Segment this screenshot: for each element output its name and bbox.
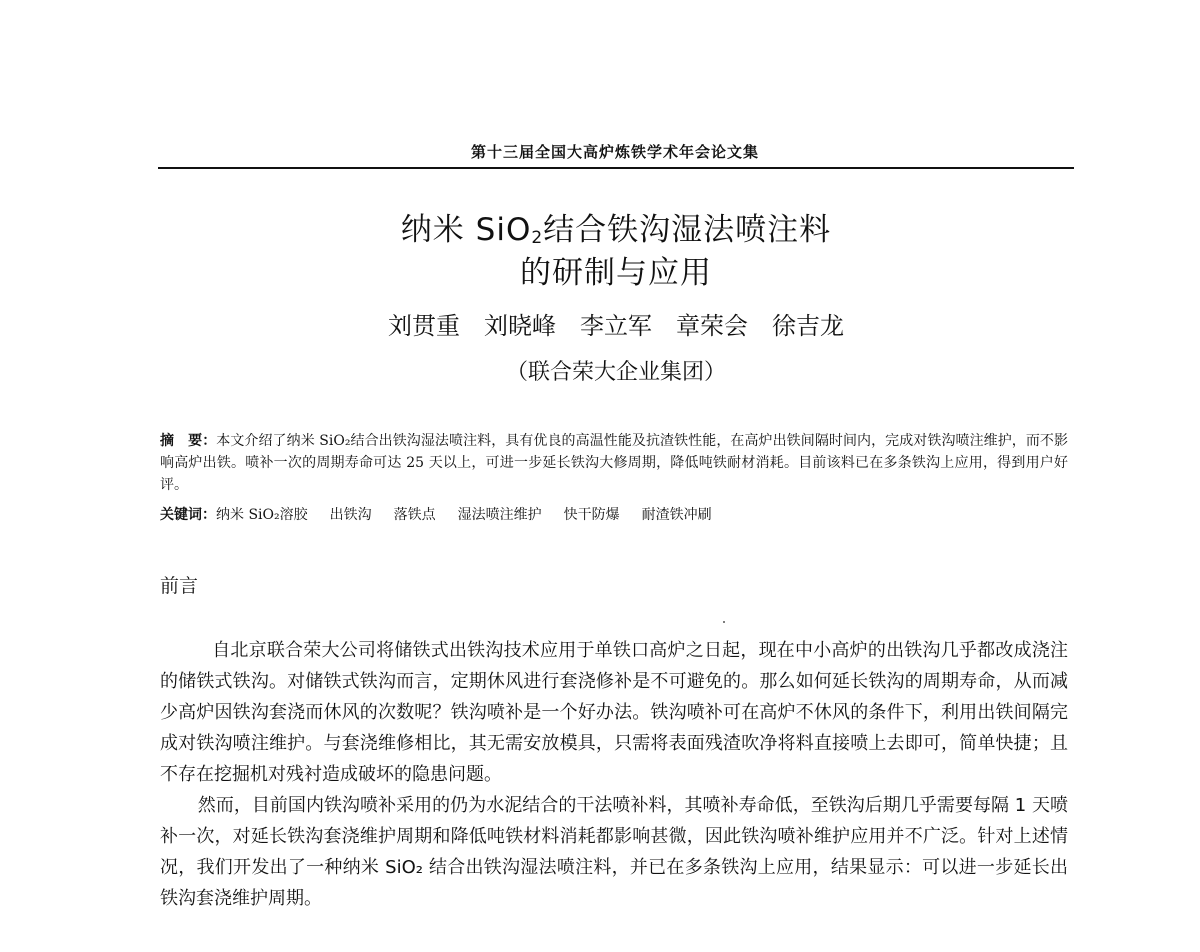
keywords-label: 关键词：: [160, 507, 216, 523]
paper-title-line-1: [158, 204, 1074, 249]
paragraph: 然而，目前国内铁沟喷补采用的仍为水泥结合的干法喷补料，其喷补寿命低，至铁沟后期几乎需要每隔 1 天喷补一次，对延长铁沟套浇维护周期和降低吨铁材料消耗都影响甚微，因此铁沟喷补维护应用并不广泛。针对上述情况，我们开发出了一种纳米 SiO₂ 结合出铁沟湿法喷注料，并已在多条铁沟上应用，结果显示：可以进一步延长出铁沟套浇维护周期。: [160, 795, 1068, 909]
author: 徐吉龙: [772, 312, 844, 340]
keyword: 落铁点: [393, 507, 436, 523]
keyword: 出铁沟: [329, 507, 372, 523]
paper-title-line-2: 的研制与应用: [520, 255, 712, 291]
paragraph: 自北京联合荣大公司将储铁式出铁沟技术应用于单铁口高炉之日起，现在中小高炉的出铁沟几乎都改成浇注的储铁式铁沟。对储铁式铁沟而言，定期休风进行套浇修补是不可避免的。那么如何延长铁沟的周期寿命，从而减少高炉因铁沟套浇而休风的次数呢？铁沟喷补是一个好办法。铁沟喷补可在高炉不休风的条件下，利用出铁间隔完成对铁沟喷注维护。与套浇维修相比，其无需安放模具，只需将表面残渣吹净将料直接喷上去即可，简单快捷；且不存在挖掘机对残衬造成破坏的隐患问题。: [160, 640, 1068, 785]
keywords: [160, 504, 1068, 526]
running-header: 第十三届全国大高炉炼铁学术年会论文集: [470, 143, 759, 161]
scan-speck: [723, 621, 725, 623]
author: 章荣会: [676, 312, 748, 340]
abstract: [160, 430, 1068, 496]
affiliation: （联合荣大企业集团）: [505, 360, 726, 385]
author: 李立军: [580, 312, 652, 340]
title-prefix: 纳米 SiO: [400, 212, 532, 248]
abstract-label: 摘 要：: [160, 433, 217, 449]
title-subscript: 2: [531, 228, 544, 248]
keyword: 耐渣铁冲刷: [641, 507, 712, 523]
keyword: 湿法喷注维护: [457, 507, 542, 523]
author: 刘晓峰: [484, 312, 556, 340]
body-text: [160, 635, 1068, 914]
author: 刘贯重: [388, 312, 460, 340]
section-heading: 前言: [160, 575, 199, 597]
title-suffix: 结合铁沟湿法喷注料: [543, 212, 832, 248]
keyword: 纳米 SiO₂溶胶: [216, 507, 308, 523]
abstract-text: 本文介绍了纳米 SiO₂结合出铁沟湿法喷注料，具有优良的高温性能及抗渣铁性能，在高炉出铁间隔时间内，完成对铁沟喷注维护，而不影响高炉出铁。喷补一次的周期寿命可达 25 天以上，可进一步延长铁沟大修周期，降低吨铁耐材消耗。目前该料已在多条铁沟上应用，得到用户好评。: [160, 433, 1068, 493]
author-list: [158, 306, 1074, 341]
keyword: 快干防爆: [563, 507, 620, 523]
header-rule: [158, 167, 1074, 169]
